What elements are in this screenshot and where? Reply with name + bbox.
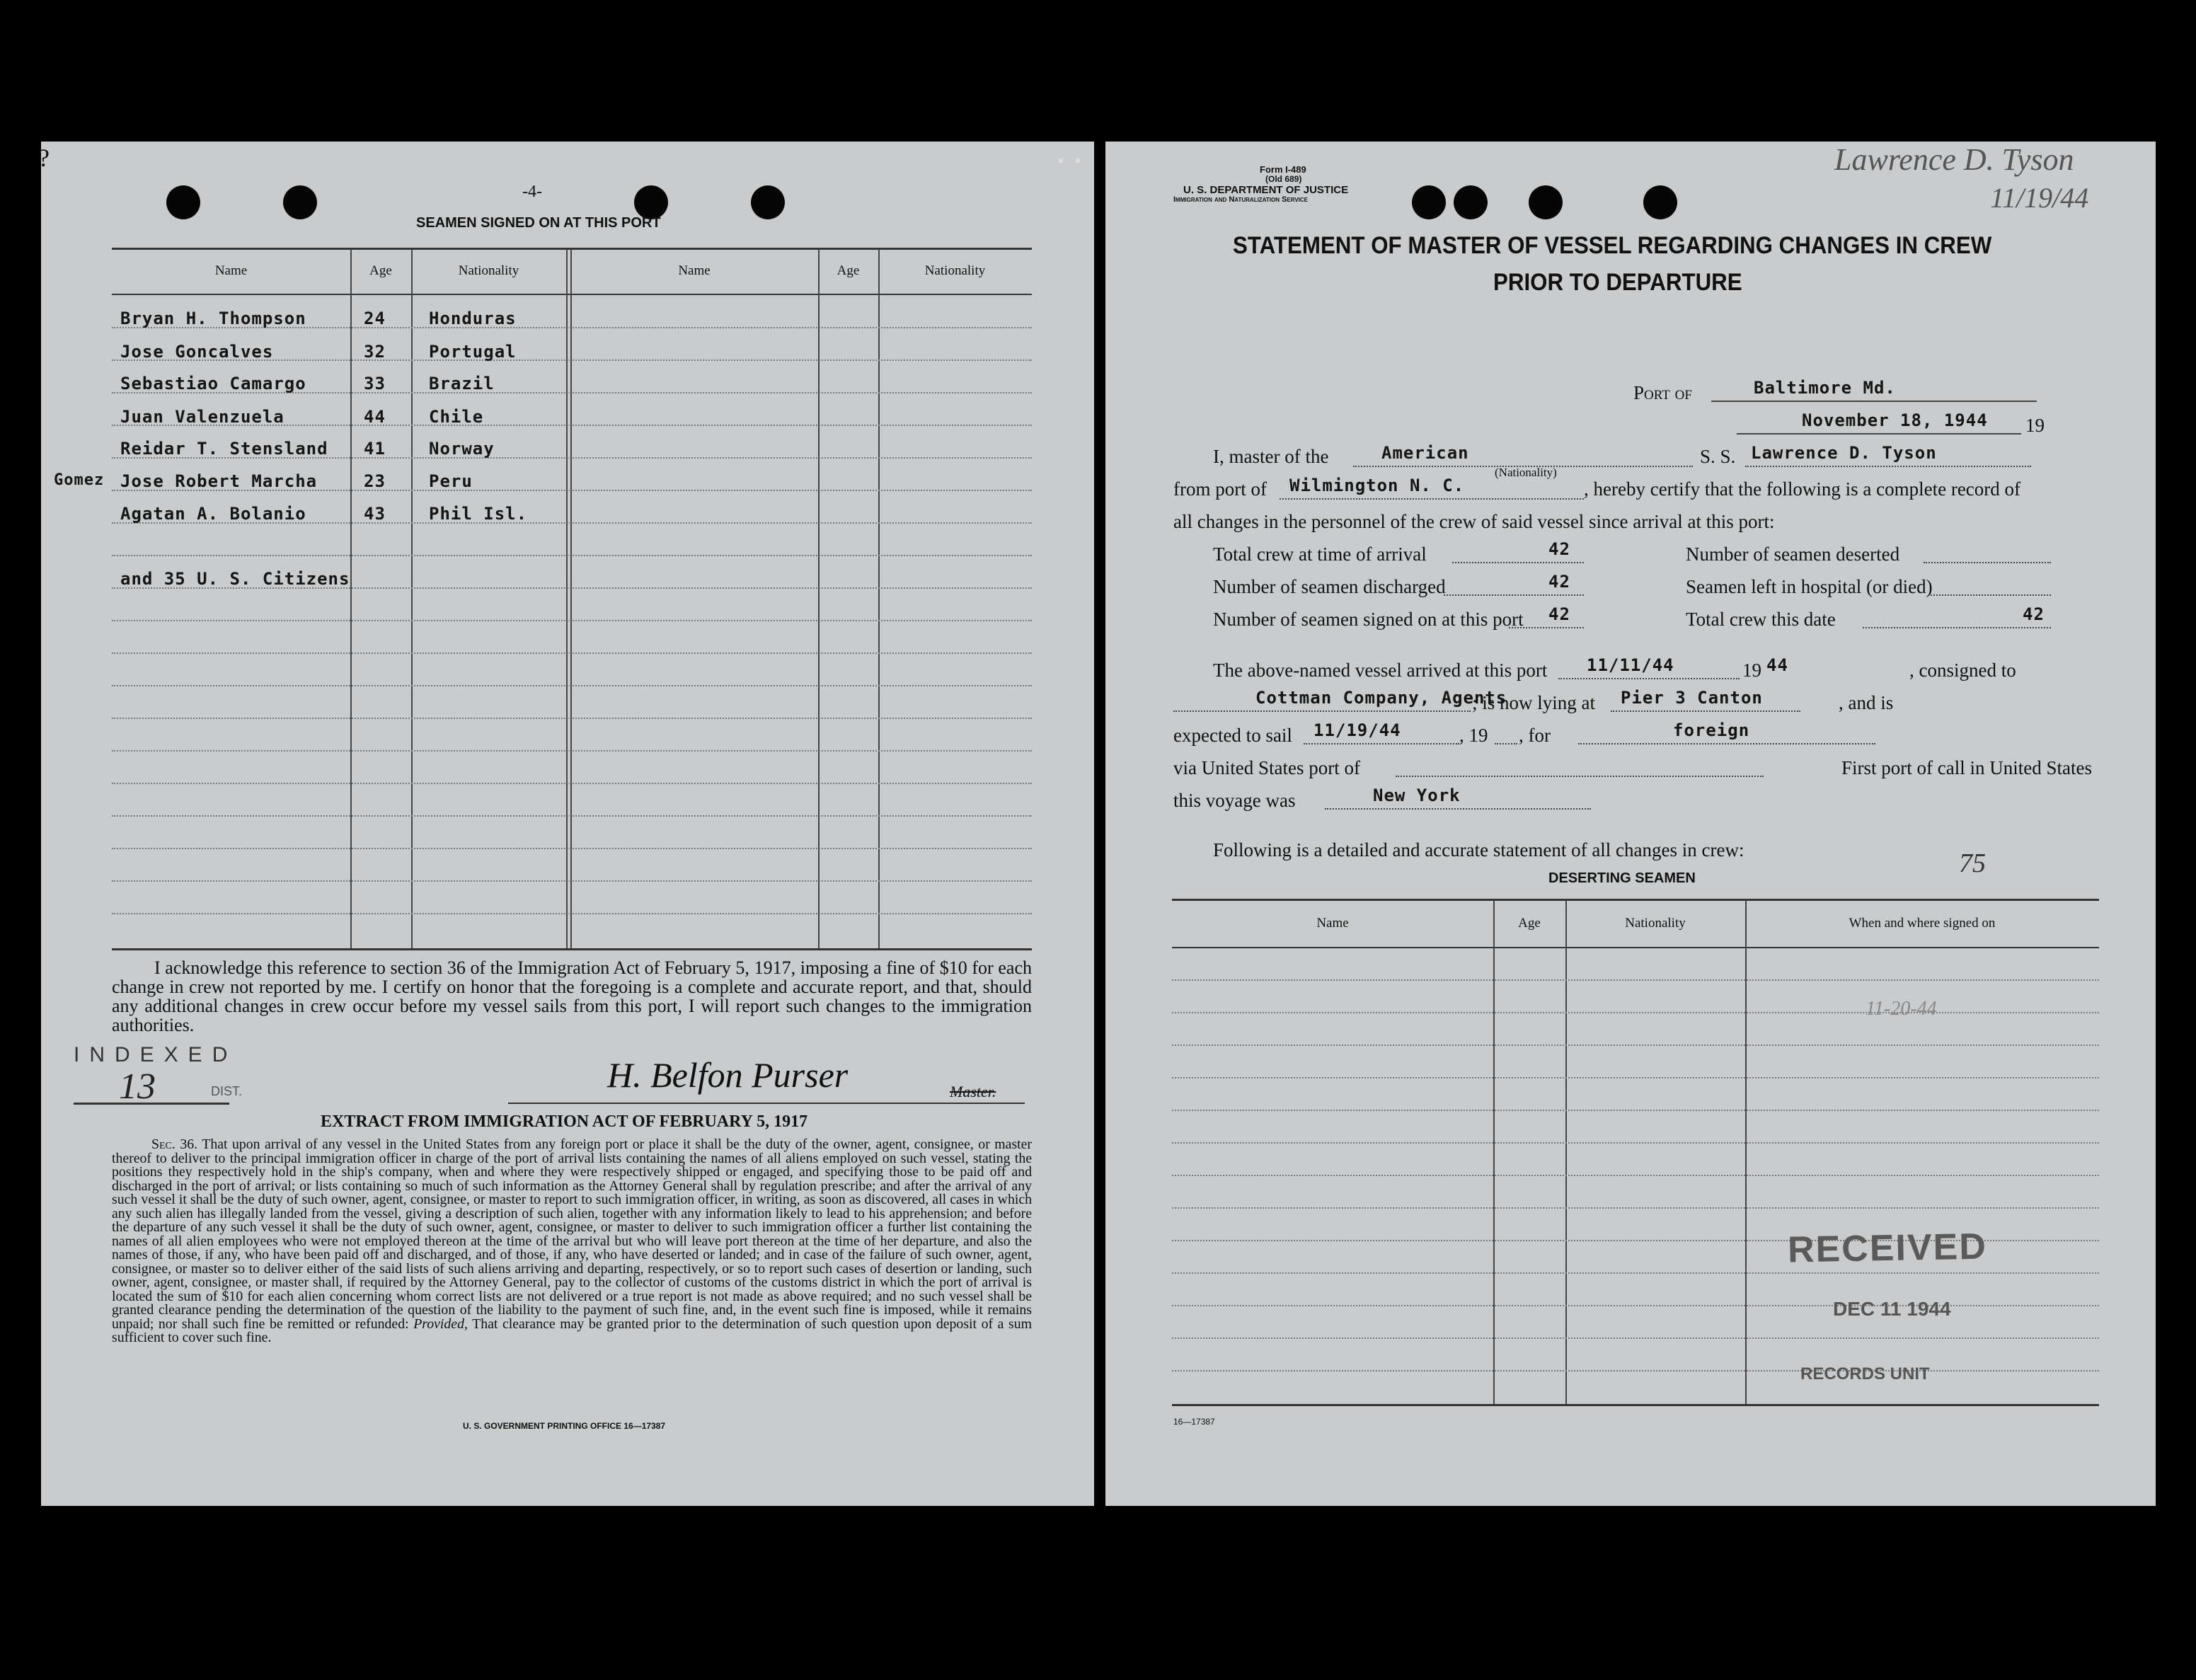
- port-line: [1711, 401, 2037, 402]
- column-divider: [411, 249, 413, 948]
- column-header-age: Age: [369, 263, 392, 278]
- row-separator: [112, 815, 1032, 817]
- for-label: , for: [1519, 725, 1551, 746]
- arrived-line: [1558, 678, 1740, 679]
- deserting-column-age: Age: [1518, 916, 1541, 931]
- port-label: Port of: [1633, 382, 1692, 403]
- deserting-column-nationality: Nationality: [1625, 916, 1686, 931]
- extract-text: That upon arrival of any vessel in the United States from any foreign port or place it shall be the duty of the owner, agent, consignee, or master thereof to deliver to the principal immigration officer in charge of the port of arrival lists containing the names of all aliens employed on such vessel, stating the positions they respectively hold in the ship's company, when and where they were respectively shipped or engaged, and specifying those to be paid off and discharged in the port of arrival; or lists containing so much of such information as the Attorney General shall by regulation prescribe; and after the arrival of any such vessel it shall be the duty of such owner, agent, consignee, or master to report to such immigration officer, in writing, as soon as discovered, all cases in which any such alien has illegally landed from the vessel, giving a description of such alien, together with any information likely to lead to his apprehension; and before the departure of any such vessel it shall be the duty of such owner, agent, consignee, or master to deliver to such immigration officer a further list containing the names of all alien employees who were not employed thereon at the time of the arrival but who will leave port thereon at the time of her departure, and also the names of those, if any, who have been paid off and discharged, and of those, if any, who have deserted or landed; and in case of the failure of such owner, agent, consignee, or master so to deliver either of the said lists of such aliens arriving and departing, respectively, or so to report such cases of desertion or landing, such owner, agent, consignee, or master shall, if required by the Attorney General, pay to the collector of customs of the customs district in which the port of arrival is located the sum of $10 for each alien concerning whom correct lists are not delivered or a true report is not made as above required; and no such vessel shall be granted clearance pending the determination of the question of the liability to the payment of such fine, and, in the event such fine is imposed, while it remains unpaid; nor shall such fine be remitted or refunded:: [112, 1137, 1033, 1332]
- total-crew-date-label: Total crew this date: [1686, 609, 1836, 630]
- column-divider: [1745, 900, 1747, 1404]
- date-value: November 18, 1944: [1802, 410, 1988, 430]
- deserting-row: [1172, 1305, 2099, 1306]
- table-row-name: Reidar T. Stensland: [120, 439, 328, 459]
- row-separator: [112, 848, 1032, 849]
- date-suffix: 19: [2025, 415, 2045, 436]
- consignee-value: Cottman Company, Agents: [1255, 688, 1507, 708]
- table-row-age: 23: [364, 471, 386, 491]
- form-old-number: (Old 689): [1265, 174, 1302, 184]
- table-row-name: Bryan H. Thompson: [120, 309, 306, 328]
- signature-title: Master.: [950, 1083, 996, 1100]
- lying-line: [1611, 710, 1800, 712]
- expected-year-line: [1495, 743, 1517, 744]
- column-divider: [566, 249, 568, 948]
- for-value: foreign: [1673, 720, 1750, 740]
- certify-text: , hereby certify that the following is a complete record of: [1584, 478, 2021, 500]
- total-crew-arrival-value: 42: [1548, 539, 1570, 559]
- hospital-leader: [1931, 594, 2051, 596]
- department-name: U. S. DEPARTMENT OF JUSTICE: [1183, 184, 1349, 196]
- following-text: Following is a detailed and accurate statement of all changes in crew:: [1213, 839, 1744, 861]
- received-stamp-dept: RECORDS UNIT: [1800, 1364, 1930, 1383]
- arrived-year: 44: [1766, 655, 1788, 675]
- total-crew-date-value: 42: [2023, 604, 2045, 624]
- voyage-label: this voyage was: [1173, 790, 1296, 811]
- expected-year-prefix: , 19: [1459, 725, 1488, 746]
- deserting-row: [1172, 1207, 2099, 1209]
- from-port-value: Wilmington N. C.: [1289, 476, 1465, 495]
- for-line: [1578, 743, 1875, 744]
- column-header-age: Age: [837, 263, 860, 278]
- form-number: Form I-489: [1260, 164, 1306, 175]
- handwritten-date: 11/19/44: [1990, 182, 2089, 214]
- signed-on-value: 42: [1548, 604, 1570, 624]
- deserting-row: [1172, 1337, 2099, 1339]
- punch-hole: [1412, 185, 1446, 219]
- vessel-line: [1745, 466, 2031, 467]
- row-separator: [112, 685, 1032, 686]
- row-separator: [112, 620, 1032, 621]
- deserted-leader: [1924, 562, 2051, 563]
- discharged-leader: [1444, 594, 1584, 596]
- punch-hole: [1643, 185, 1677, 219]
- voyage-line: [1325, 808, 1591, 810]
- table-row-nationality: Peru: [429, 471, 473, 491]
- row-separator: [112, 652, 1032, 654]
- all-changes-text: all changes in the personnel of the crew of said vessel since arrival at this port:: [1173, 511, 1775, 532]
- and-is-text: , and is: [1839, 692, 1894, 713]
- deserting-row: [1172, 1077, 2099, 1078]
- table-row-nationality: Chile: [429, 407, 484, 427]
- index-underline: [74, 1103, 229, 1105]
- deserting-row: [1172, 1045, 2099, 1046]
- ss-label: S. S.: [1700, 446, 1736, 467]
- received-stamp-date: DEC 11 1944: [1833, 1298, 1951, 1320]
- column-divider: [1565, 900, 1567, 1404]
- port-value: Baltimore Md.: [1754, 378, 1896, 398]
- nationality-value: American: [1381, 443, 1469, 463]
- date-line: [1737, 433, 2021, 435]
- consigned-label: , consigned to: [1909, 660, 2016, 681]
- table-row-nationality: Honduras: [429, 309, 517, 328]
- from-port-line: [1280, 498, 1584, 500]
- arrived-label: The above-named vessel arrived at this port: [1213, 660, 1548, 681]
- discharged-label: Number of seamen discharged: [1213, 576, 1446, 597]
- section-title: SEAMEN SIGNED ON AT THIS PORT: [416, 215, 661, 231]
- column-header-name: Name: [678, 263, 711, 278]
- column-header-nationality: Nationality: [458, 263, 519, 278]
- vessel-name: Lawrence D. Tyson: [1751, 443, 1937, 463]
- printer-line: U. S. GOVERNMENT PRINTING OFFICE 16—17387: [463, 1421, 666, 1431]
- master-label: I, master of the: [1213, 446, 1329, 467]
- right-page: [1105, 142, 2156, 1506]
- table-row-age: 33: [364, 374, 386, 393]
- arrived-value: 11/11/44: [1587, 655, 1674, 675]
- expected-label: expected to sail: [1173, 725, 1292, 746]
- deserting-row: [1172, 979, 2099, 981]
- extract-provided: Provided,: [413, 1316, 468, 1332]
- index-subtext: DIST.: [211, 1084, 243, 1098]
- table-row-nationality: Phil Isl.: [429, 504, 528, 524]
- deserting-row: [1172, 1175, 2099, 1176]
- table-row-nationality: Brazil: [429, 374, 495, 393]
- punch-hole: [283, 185, 317, 219]
- left-page: [38, 142, 1094, 1506]
- punch-hole: [634, 185, 668, 219]
- consignee-line: [1173, 710, 1471, 712]
- lying-value: Pier 3 Canton: [1621, 688, 1763, 708]
- expected-line: [1304, 743, 1459, 744]
- discharged-value: 42: [1548, 572, 1570, 592]
- table-row-name: Jose Goncalves: [120, 342, 274, 362]
- total-crew-arrival-leader: [1452, 562, 1584, 563]
- row-separator: [112, 880, 1032, 882]
- deserting-row: [1172, 1110, 2099, 1111]
- total-crew-arrival-label: Total crew at time of arrival: [1213, 543, 1427, 565]
- deserting-title: DESERTING SEAMEN: [1548, 870, 1696, 886]
- faint-handwritten-date: 11-20-44: [1866, 998, 1937, 1020]
- deserting-top-rule: [1172, 899, 2099, 901]
- table-row-age: 24: [364, 309, 386, 328]
- extract-tail: That clearance may be granted prior to the determination of such question upon deposit of a sum sufficient to cover such fine.: [112, 1316, 1032, 1345]
- lying-label: ; is now lying at: [1472, 692, 1595, 713]
- separator-dot: [1059, 159, 1063, 163]
- row-separator: [112, 913, 1032, 914]
- table-extra-row: and 35 U. S. Citizens: [120, 569, 350, 589]
- index-number: 13: [119, 1066, 156, 1107]
- first-port-label: First port of call in United States: [1841, 757, 2092, 778]
- column-divider: [1493, 900, 1495, 1404]
- table-top-rule: [112, 248, 1032, 250]
- column-divider: [570, 249, 572, 948]
- expected-value: 11/19/44: [1313, 720, 1401, 740]
- deserting-row: [1172, 1012, 2099, 1013]
- table-row-name: Jose Robert Marcha: [120, 471, 318, 491]
- master-signature: H. Belfon Purser: [607, 1055, 849, 1095]
- form-title-line2: PRIOR TO DEPARTURE: [1493, 269, 1742, 296]
- voyage-value: New York: [1373, 786, 1461, 805]
- extract-title: EXTRACT FROM IMMIGRATION ACT OF FEBRUARY 5, 1917: [321, 1112, 808, 1131]
- column-divider: [818, 249, 820, 948]
- signed-on-label: Number of seamen signed on at this port: [1213, 609, 1524, 630]
- punch-hole: [1529, 185, 1563, 219]
- row-separator: [112, 718, 1032, 719]
- column-header-nationality: Nationality: [924, 263, 986, 278]
- table-row-age: 32: [364, 342, 386, 362]
- column-header-name: Name: [214, 263, 248, 278]
- deserting-column-name: Name: [1316, 916, 1349, 931]
- handwritten-vessel-name: Lawrence D. Tyson: [1834, 142, 2074, 177]
- acknowledgement-text: I acknowledge this reference to section 36 of the Immigration Act of February 5, 1917, imposing a fine of $10 for each change in crew not reported by me. I certify on honor that the foregoing is a complete and accurate report, and that, should any additional changes in crew occur before my vessel sails from this port, I will report such changes to the immigration authorities.: [112, 957, 1032, 1035]
- service-name: Immigration and Naturalization Service: [1173, 195, 1309, 204]
- column-divider: [878, 249, 880, 948]
- table-row-name: Agatan A. Bolanio: [120, 504, 306, 524]
- extract-section: Sec. 36.: [151, 1137, 198, 1152]
- table-row-age: 44: [364, 407, 386, 427]
- deserted-label: Number of seamen deserted: [1686, 543, 1900, 565]
- total-crew-date-leader: [1863, 627, 2051, 628]
- page-number: -4-: [522, 183, 542, 201]
- table-row-age: 43: [364, 504, 386, 524]
- row-separator: [112, 555, 1032, 556]
- extract-body: [112, 1138, 1032, 1345]
- column-divider: [350, 249, 352, 948]
- corner-marker: ?: [38, 144, 50, 172]
- via-line: [1396, 776, 1764, 777]
- deserting-row: [1172, 1272, 2099, 1274]
- separator-dot: [1076, 159, 1080, 163]
- signature-line: [508, 1103, 1025, 1104]
- punch-hole: [751, 185, 785, 219]
- table-bottom-rule: [112, 948, 1032, 950]
- hospital-label: Seamen left in hospital (or died): [1686, 576, 1933, 597]
- table-row-name: Juan Valenzuela: [120, 407, 284, 427]
- deserting-row: [1172, 1142, 2099, 1144]
- received-stamp: RECEIVED: [1787, 1226, 1988, 1271]
- table-row-name: Sebastiao Camargo: [120, 374, 306, 393]
- table-row-age: 41: [364, 439, 386, 459]
- row-separator: [112, 750, 1032, 752]
- index-stamp: INDEXED: [74, 1043, 238, 1066]
- from-port-label: from port of: [1173, 478, 1267, 500]
- deserting-header-rule: [1172, 947, 2099, 948]
- table-row-nationality: Portugal: [429, 342, 517, 362]
- row-separator: [112, 783, 1032, 784]
- deserting-column-signed-on: When and where signed on: [1849, 916, 1996, 931]
- deserting-row: [1172, 1370, 2099, 1371]
- table-header-rule: [112, 294, 1032, 295]
- deserting-bottom-rule: [1172, 1404, 2099, 1406]
- handwritten-number: 75: [1959, 848, 1986, 878]
- handwritten-prefix: Gomez: [54, 471, 105, 489]
- form-title-line1: STATEMENT OF MASTER OF VESSEL REGARDING CHANGES IN CREW: [1233, 232, 1992, 259]
- table-row-nationality: Norway: [429, 439, 495, 459]
- punch-hole: [166, 185, 200, 219]
- nationality-caption: (Nationality): [1495, 466, 1557, 479]
- form-footer: 16—17387: [1173, 1417, 1215, 1427]
- via-label: via United States port of: [1173, 757, 1360, 778]
- punch-hole: [1454, 185, 1488, 219]
- year-prefix: 19: [1742, 660, 1761, 681]
- signed-on-leader: [1509, 627, 1584, 628]
